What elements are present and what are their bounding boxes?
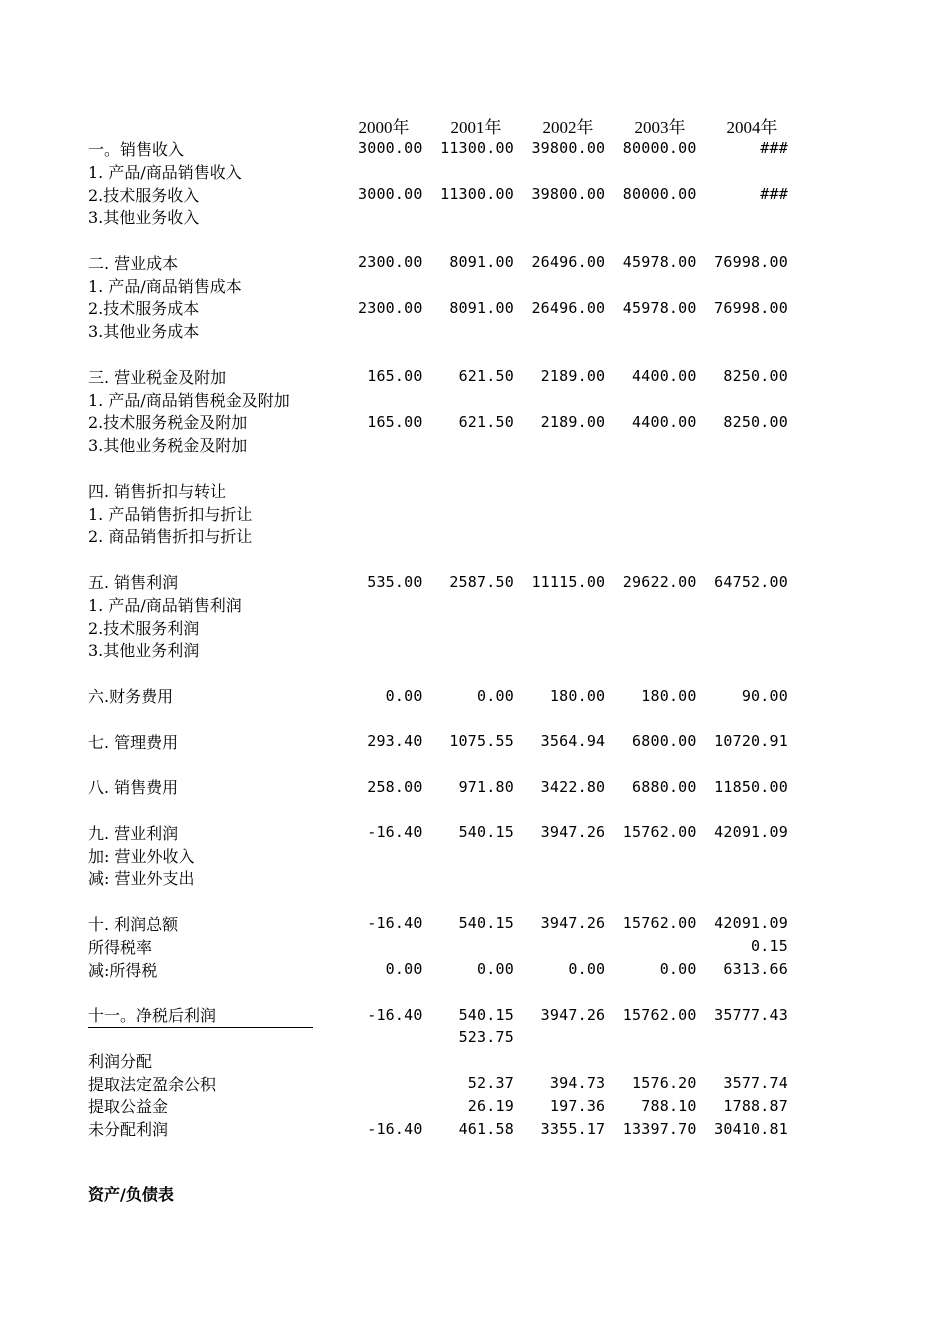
- row-label: 1. 产品/商品销售利润: [88, 595, 242, 615]
- table-row: [88, 319, 788, 342]
- row-label: 十. 利润总额: [88, 915, 179, 934]
- value-cell: 4400.00: [632, 412, 697, 431]
- value-cell: 10720.91: [714, 732, 788, 751]
- value-cell: 11300.00: [440, 184, 514, 203]
- value-cell: 540.15: [458, 1005, 514, 1024]
- table-row: [88, 570, 788, 593]
- table-row: [88, 433, 788, 456]
- row-label: 1. 产品/商品销售收入: [88, 162, 242, 182]
- value-cell: 76998.00: [714, 298, 788, 317]
- value-cell: 0.00: [477, 960, 514, 979]
- table-row: [88, 1072, 788, 1095]
- value-cell: 29622.00: [622, 572, 697, 591]
- row-label: 3.其他业务利润: [88, 641, 200, 661]
- row-label: 2.技术服务收入: [88, 185, 200, 205]
- table-row: [88, 251, 788, 274]
- value-cell: 45978.00: [622, 298, 697, 317]
- value-cell: -16.40: [367, 1005, 423, 1024]
- value-cell: 15762.00: [622, 914, 697, 933]
- table-row: [88, 639, 788, 662]
- row-label: 四. 销售折扣与转让: [88, 481, 227, 501]
- value-cell: 2587.50: [449, 572, 514, 591]
- value-cell: -16.40: [367, 1119, 423, 1138]
- table-row: [88, 935, 788, 958]
- table-row: [88, 297, 788, 320]
- row-label: 八. 销售费用: [88, 778, 179, 798]
- value-cell: 180.00: [641, 686, 697, 705]
- value-cell: 39800.00: [531, 184, 606, 203]
- value-cell: 76998.00: [714, 253, 788, 272]
- row-label: 2.技术服务利润: [88, 618, 200, 638]
- row-label: 二. 营业成本: [88, 253, 179, 273]
- year-header-2003: [604, 113, 696, 138]
- value-cell: 26.19: [467, 1096, 514, 1115]
- row-label: 三. 营业税金及附加: [88, 367, 227, 387]
- value-cell: 15762.00: [622, 823, 697, 842]
- value-cell: 788.10: [641, 1096, 697, 1115]
- table-row: [88, 547, 788, 570]
- value-cell: 971.80: [458, 777, 514, 796]
- table-row: [88, 684, 788, 707]
- value-cell: 2189.00: [540, 412, 606, 431]
- year-label: 2003年: [634, 117, 686, 137]
- value-cell: 3355.17: [540, 1119, 606, 1138]
- value-cell: ###: [760, 184, 788, 203]
- row-label: 一。销售收入: [88, 139, 185, 159]
- value-cell: 0.00: [385, 960, 423, 979]
- year-header-2004: [696, 113, 788, 138]
- value-cell: 0.00: [568, 960, 606, 979]
- row-label: 加: 营业外收入: [88, 846, 195, 866]
- table-row: [88, 1117, 788, 1140]
- row-label: 未分配利润: [88, 1120, 169, 1140]
- table-row: [88, 1094, 788, 1117]
- table-row: [88, 411, 788, 434]
- value-cell: 621.50: [458, 412, 514, 431]
- value-cell: 4400.00: [632, 367, 697, 386]
- value-cell: 80000.00: [622, 184, 697, 203]
- row-label: 提取公益金: [88, 1097, 169, 1117]
- value-cell: 8250.00: [723, 367, 788, 386]
- value-cell: 0.00: [659, 960, 697, 979]
- value-cell: 64752.00: [714, 572, 788, 591]
- income-statement-sheet: [88, 113, 788, 1140]
- row-label: 五. 销售利润: [88, 573, 179, 593]
- value-cell: 90.00: [741, 686, 788, 705]
- table-row: [88, 183, 788, 206]
- row-label: 2. 商品销售折扣与折让: [88, 527, 253, 547]
- value-cell: 11850.00: [714, 777, 788, 796]
- table-row: [88, 1049, 788, 1072]
- year-header-2002: [512, 113, 604, 138]
- value-cell: 180.00: [549, 686, 606, 705]
- value-cell: 3947.26: [540, 1005, 606, 1024]
- table-row: [88, 1003, 788, 1026]
- value-cell: 3000.00: [357, 184, 423, 203]
- value-cell: 540.15: [458, 823, 514, 842]
- row-label: 减:所得税: [88, 960, 158, 980]
- value-cell: 8091.00: [449, 253, 514, 272]
- value-cell: 6313.66: [723, 960, 788, 979]
- value-cell: 0.00: [385, 686, 423, 705]
- value-cell: 11115.00: [531, 572, 606, 591]
- row-label: 1. 产品销售折扣与折让: [88, 504, 253, 524]
- row-label: 2.技术服务税金及附加: [88, 413, 248, 433]
- table-row: [88, 388, 788, 411]
- row-label: 1. 产品/商品销售税金及附加: [88, 390, 290, 410]
- value-cell: 6800.00: [632, 732, 697, 751]
- table-row: [88, 502, 788, 525]
- value-cell: 1075.55: [449, 732, 514, 751]
- value-cell: 35777.43: [714, 1005, 788, 1024]
- table-row: [88, 661, 788, 684]
- year-header-2000: [328, 113, 420, 138]
- table-row: [88, 479, 788, 502]
- row-label: 所得税率: [88, 937, 153, 957]
- row-label: 九. 营业利润: [88, 823, 179, 843]
- value-cell: 3947.26: [540, 823, 606, 842]
- value-cell: 1788.87: [723, 1096, 788, 1115]
- year-label: 2002年: [542, 117, 594, 137]
- table-row: [88, 137, 788, 160]
- row-label: 提取法定盈余公积: [88, 1074, 217, 1094]
- value-cell: 197.36: [549, 1096, 606, 1115]
- table-row: [88, 980, 788, 1003]
- value-cell: 8250.00: [723, 412, 788, 431]
- table-row: [88, 798, 788, 821]
- value-cell: 1576.20: [632, 1074, 697, 1093]
- value-cell: 165.00: [367, 367, 423, 386]
- row-label: 3.其他业务成本: [88, 322, 200, 342]
- table-row: [88, 274, 788, 297]
- value-cell: 540.15: [458, 914, 514, 933]
- value-cell: 3000.00: [357, 139, 423, 158]
- year-header-2001: [420, 113, 512, 138]
- value-cell: 0.15: [751, 937, 788, 956]
- value-cell: 523.75: [458, 1028, 514, 1047]
- row-label: 3.其他业务税金及附加: [88, 436, 248, 456]
- table-row: [88, 753, 788, 776]
- row-label: 3.其他业务收入: [88, 208, 200, 228]
- year-label: 2004年: [726, 117, 778, 137]
- value-cell: 13397.70: [622, 1119, 697, 1138]
- table-row: [88, 707, 788, 730]
- value-cell: 80000.00: [622, 139, 697, 158]
- table-row: [88, 160, 788, 183]
- row-label: 1. 产品/商品销售成本: [88, 276, 242, 296]
- value-cell: 2189.00: [540, 367, 606, 386]
- table-row: [88, 342, 788, 365]
- value-cell: 2300.00: [357, 253, 423, 272]
- table-row: [88, 616, 788, 639]
- value-cell: 11300.00: [440, 139, 514, 158]
- table-row: [88, 889, 788, 912]
- value-cell: 42091.09: [714, 823, 788, 842]
- value-cell: 52.37: [467, 1074, 514, 1093]
- row-label: 2.技术服务成本: [88, 299, 200, 319]
- value-cell: 3422.80: [540, 777, 606, 796]
- table-row: [88, 1026, 788, 1049]
- value-cell: 39800.00: [531, 139, 606, 158]
- year-label: 2001年: [450, 117, 502, 137]
- row-label: 十一。净税后利润: [88, 1003, 331, 1026]
- value-cell: 26496.00: [531, 298, 606, 317]
- value-cell: 8091.00: [449, 298, 514, 317]
- value-cell: 2300.00: [357, 298, 423, 317]
- table-row: [88, 844, 788, 867]
- table-row: [88, 365, 788, 388]
- table-row: [88, 775, 788, 798]
- statement-rows: [88, 137, 788, 1140]
- table-row: [88, 912, 788, 935]
- value-cell: 165.00: [367, 412, 423, 431]
- value-cell: 6880.00: [632, 777, 697, 796]
- year-header-row: [88, 113, 788, 137]
- row-label: 减: 营业外支出: [88, 869, 195, 889]
- row-label: 利润分配: [88, 1051, 153, 1071]
- balance-sheet-title: 资产/负债表: [88, 1185, 174, 1204]
- table-row: [88, 525, 788, 548]
- value-cell: 258.00: [367, 777, 423, 796]
- value-cell: 26496.00: [531, 253, 606, 272]
- value-cell: -16.40: [367, 823, 423, 842]
- value-cell: 535.00: [367, 572, 423, 591]
- value-cell: 3564.94: [540, 732, 606, 751]
- value-cell: -16.40: [367, 914, 423, 933]
- table-row: [88, 456, 788, 479]
- value-cell: 394.73: [549, 1074, 606, 1093]
- value-cell: ###: [760, 139, 788, 158]
- table-row: [88, 205, 788, 228]
- value-cell: 42091.09: [714, 914, 788, 933]
- value-cell: 45978.00: [622, 253, 697, 272]
- table-row: [88, 867, 788, 890]
- table-row: [88, 821, 788, 844]
- table-row: [88, 593, 788, 616]
- year-label: 2000年: [358, 117, 410, 137]
- value-cell: 30410.81: [714, 1119, 788, 1138]
- value-cell: 15762.00: [622, 1005, 697, 1024]
- value-cell: 461.58: [458, 1119, 514, 1138]
- value-cell: 3577.74: [723, 1074, 788, 1093]
- value-cell: 621.50: [458, 367, 514, 386]
- table-row: [88, 228, 788, 251]
- table-row: [88, 958, 788, 981]
- row-label: 七. 管理费用: [88, 732, 179, 752]
- value-cell: 3947.26: [540, 914, 606, 933]
- table-row: [88, 730, 788, 753]
- row-label: 六.财务费用: [88, 687, 174, 707]
- value-cell: 293.40: [367, 732, 423, 751]
- value-cell: 0.00: [477, 686, 514, 705]
